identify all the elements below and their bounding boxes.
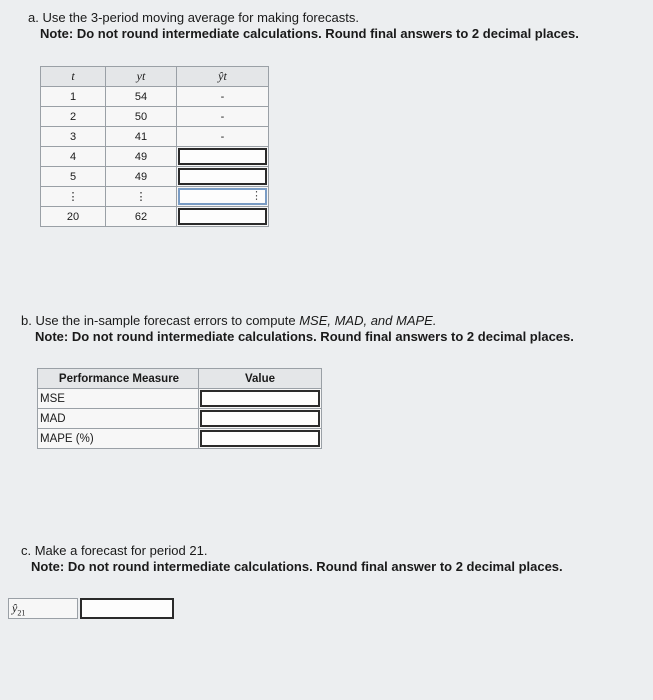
part-a-question: a. Use the 3-period moving average for making forecasts.	[28, 10, 359, 25]
cell-t: 3	[41, 127, 106, 147]
cell-yhat: -	[177, 107, 269, 127]
table-header-row	[38, 369, 322, 389]
measure-mad: MAD	[38, 409, 199, 429]
part-a-instructions	[28, 10, 579, 42]
value-cell	[199, 389, 322, 409]
yhat-symbol: ŷ	[12, 601, 18, 615]
cell-t: 1	[41, 87, 106, 107]
cell-y: 50	[106, 107, 177, 127]
cell-yhat	[177, 167, 269, 187]
part-b-question-terms: MSE, MAD, and MAPE.	[299, 313, 437, 328]
header-t: t	[41, 67, 106, 87]
cell-y: 49	[106, 147, 177, 167]
period-21-forecast	[8, 598, 174, 619]
cell-yhat	[177, 187, 269, 207]
table-header-row	[41, 67, 269, 87]
table-row	[41, 87, 269, 107]
forecast-input-t5[interactable]	[178, 168, 267, 185]
cell-y: 41	[106, 127, 177, 147]
cell-y: 49	[106, 167, 177, 187]
table-row	[41, 167, 269, 187]
cell-yhat: -	[177, 87, 269, 107]
table-row	[41, 147, 269, 167]
part-a-note: Note: Do not round intermediate calculations. Round final answers to 2 decimal places.	[40, 26, 579, 41]
cell-yhat: -	[177, 127, 269, 147]
table-row	[41, 187, 269, 207]
yhat-subscript: 21	[17, 608, 26, 618]
mse-input[interactable]	[200, 390, 320, 407]
cell-t: 4	[41, 147, 106, 167]
measure-mse: MSE	[38, 389, 199, 409]
moving-average-table	[40, 66, 269, 227]
table-row	[41, 127, 269, 147]
header-performance-measure: Performance Measure	[38, 369, 199, 389]
cell-y: 54	[106, 87, 177, 107]
table-row	[38, 409, 322, 429]
cell-t: 5	[41, 167, 106, 187]
value-cell	[199, 409, 322, 429]
header-value: Value	[199, 369, 322, 389]
measure-mape: MAPE (%)	[38, 429, 199, 449]
forecast-input-ellipsis[interactable]	[178, 188, 267, 205]
part-c-question: c. Make a forecast for period 21.	[21, 543, 208, 558]
header-yt: yt	[106, 67, 177, 87]
part-c-note: Note: Do not round intermediate calculations. Round final answer to 2 decimal places.	[31, 559, 563, 574]
performance-table	[37, 368, 322, 449]
part-b-note: Note: Do not round intermediate calculations. Round final answers to 2 decimal places.	[35, 329, 574, 344]
cell-t: ⋮	[41, 187, 106, 207]
cell-yhat	[177, 207, 269, 227]
part-b-instructions	[21, 313, 574, 345]
header-yhat: ŷt	[177, 67, 269, 87]
cell-t: 2	[41, 107, 106, 127]
cell-y: ⋮	[106, 187, 177, 207]
cell-t: 20	[41, 207, 106, 227]
forecast-input-t20[interactable]	[178, 208, 267, 225]
forecast-input-t4[interactable]	[178, 148, 267, 165]
cell-yhat	[177, 147, 269, 167]
table-row	[38, 389, 322, 409]
part-b-question-prefix: b. Use the in-sample forecast errors to compute	[21, 313, 300, 328]
value-cell	[199, 429, 322, 449]
forecast-21-input[interactable]	[80, 598, 174, 619]
mad-input[interactable]	[200, 410, 320, 427]
forecast-label	[8, 598, 78, 619]
cell-y: 62	[106, 207, 177, 227]
mape-input[interactable]	[200, 430, 320, 447]
table-row	[41, 207, 269, 227]
table-row	[41, 107, 269, 127]
part-c-instructions	[21, 543, 563, 575]
table-row	[38, 429, 322, 449]
